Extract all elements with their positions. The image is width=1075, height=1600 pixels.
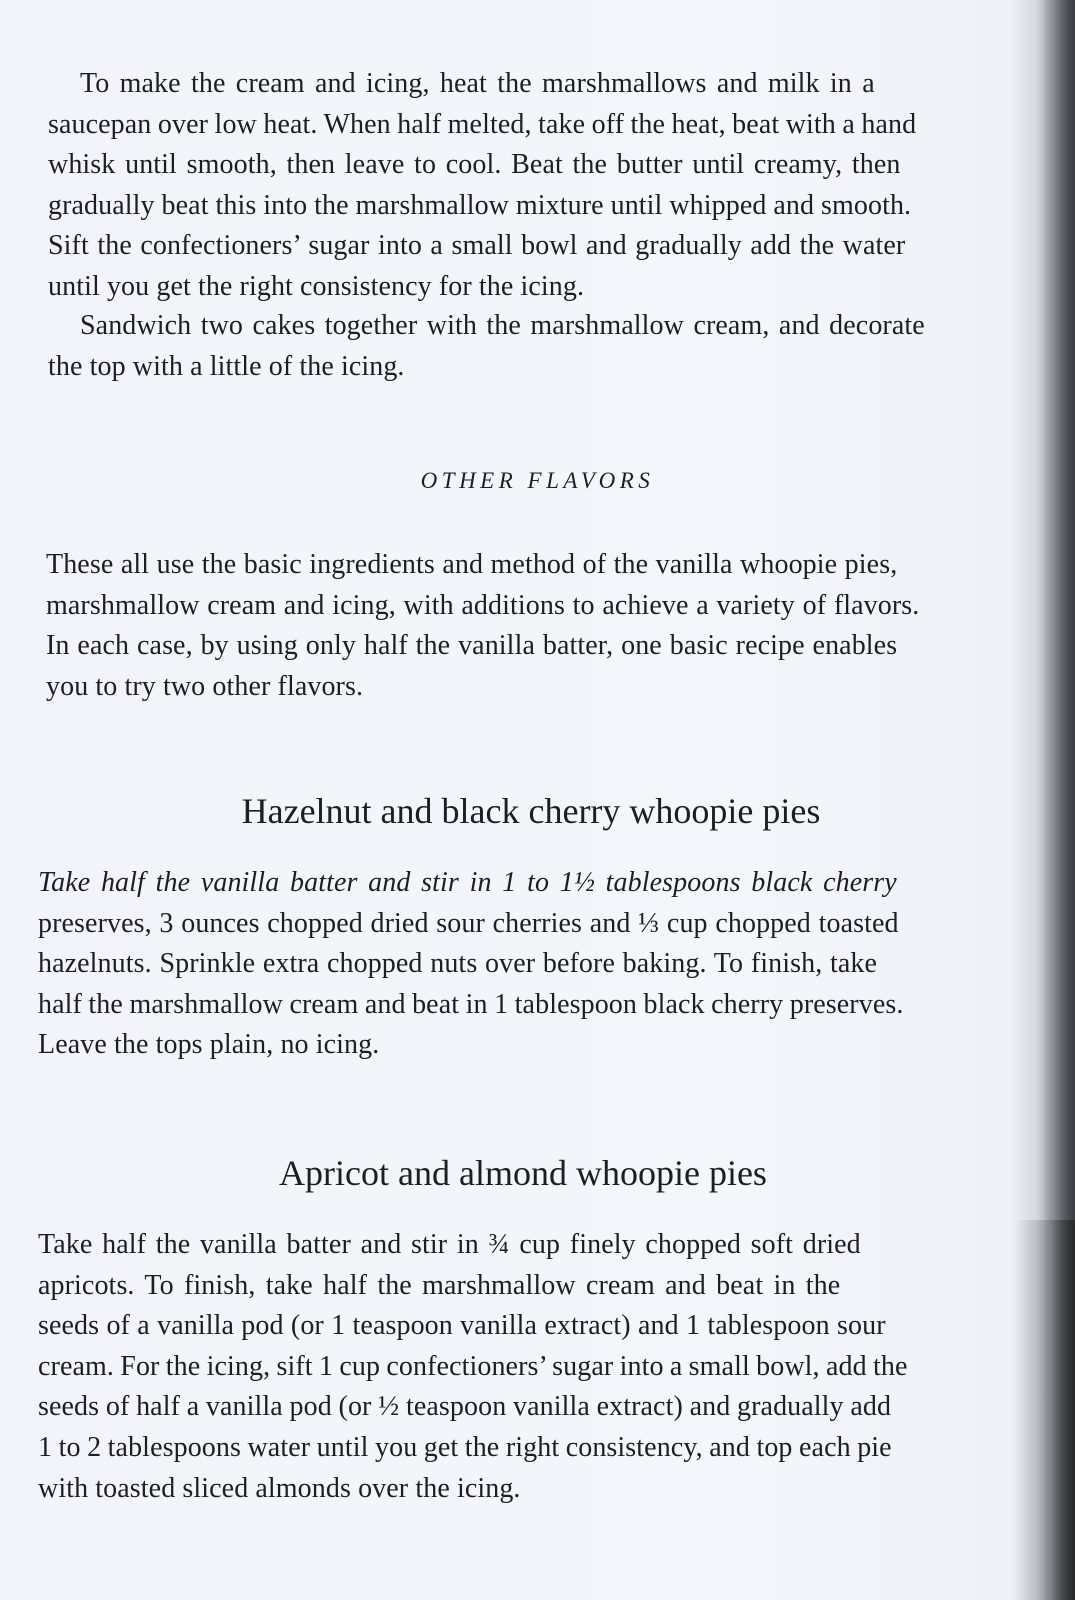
other-flavors-heading: OTHER FLAVORS [420, 468, 655, 493]
apricot-line: Take half the vanilla batter and stir in ¾ cup finely chopped soft dried [38, 1229, 861, 1260]
apricot-line: seeds of half a vanilla pod (or ½ teaspoon vanilla extract) and gradually add [38, 1391, 892, 1423]
hazelnut-paragraph [38, 863, 1012, 1066]
other-flavors-line: In each case, by using only half the vanilla batter, one basic recipe enables [46, 630, 898, 662]
other-flavors-line: you to try two other flavors. [46, 670, 364, 702]
page-edge-shadow [1015, 1220, 1075, 1600]
intro-line: To make the cream and icing, heat the marshmallows and milk in a [80, 68, 875, 99]
apricot-line: seeds of a vanilla pod (or 1 teaspoon vanilla extract) and 1 tablespoon sour [38, 1310, 886, 1342]
intro-line: Sift the confectioners’ sugar into a small bowl and gradually add the water [48, 230, 906, 262]
hazelnut-line: Take half the vanilla batter and stir in 1 to 1½ tablespoons black cherry [38, 867, 897, 898]
hazelnut-recipe-title: Hazelnut and black cherry whoopie pies [241, 791, 821, 831]
apricot-recipe-title: Apricot and almond whoopie pies [279, 1153, 767, 1193]
sandwich-paragraph [48, 306, 1016, 387]
sandwich-line: Sandwich two cakes together with the marshmallow cream, and decorate [80, 310, 925, 341]
other-flavors-paragraph [46, 545, 1016, 707]
sandwich-line: the top with a little of the icing. [48, 350, 405, 382]
other-flavors-line: These all use the basic ingredients and method of the vanilla whoopie pies, [46, 549, 898, 580]
apricot-line: cream. For the icing, sift 1 cup confectioners’ sugar into a small bowl, add the [38, 1350, 908, 1382]
intro-paragraph [48, 64, 1016, 308]
hazelnut-line: preserves, 3 ounces chopped dried sour cherries and ⅓ cup chopped toasted [38, 907, 899, 939]
intro-line: saucepan over low heat. When half melted, take off the heat, beat with a hand [48, 108, 917, 140]
intro-line: until you get the right consistency for the icing. [48, 270, 585, 302]
other-flavors-line: marshmallow cream and icing, with additions to achieve a variety of flavors. [46, 589, 920, 621]
hazelnut-line: half the marshmallow cream and beat in 1 tablespoon black cherry preserves. [38, 988, 904, 1020]
apricot-line: with toasted sliced almonds over the icing. [38, 1472, 521, 1504]
apricot-line: apricots. To finish, take half the marshmallow cream and beat in the [38, 1269, 841, 1301]
hazelnut-line: hazelnuts. Sprinkle extra chopped nuts over before baking. To finish, take [38, 948, 878, 980]
apricot-line: 1 to 2 tablespoons water until you get the right consistency, and top each pie [38, 1431, 892, 1463]
intro-line: whisk until smooth, then leave to cool. Beat the butter until creamy, then [48, 149, 901, 181]
apricot-paragraph [38, 1225, 1012, 1509]
intro-line: gradually beat this into the marshmallow mixture until whipped and smooth. [48, 189, 912, 221]
hazelnut-line: Leave the tops plain, no icing. [38, 1029, 380, 1061]
